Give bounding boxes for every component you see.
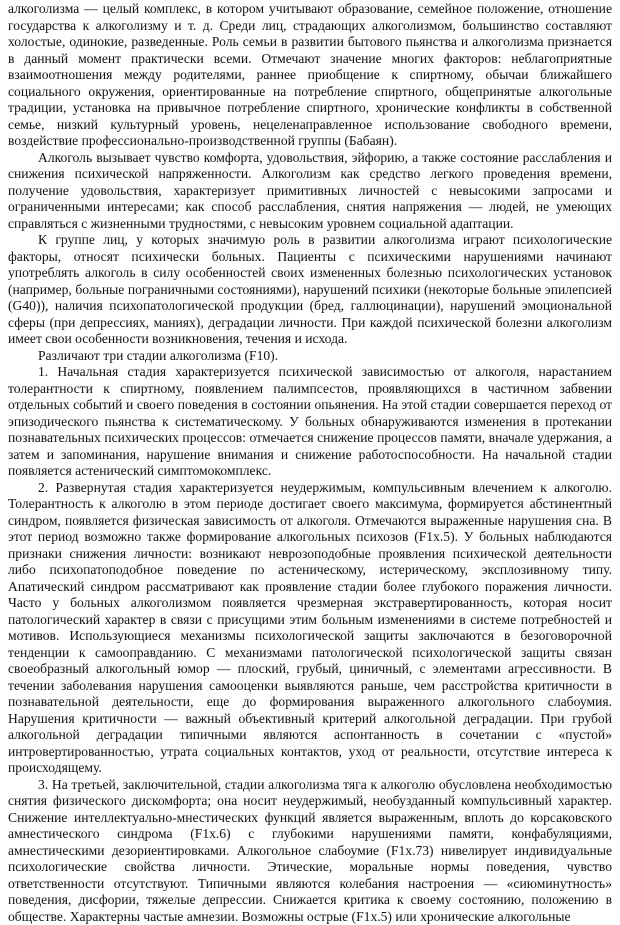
paragraph-psychological-factors: К группе лиц, у которых значимую роль в развитии алкоголизма играют психологические факторы, относят психически больных. Пациенты с психическими нарушениями начинают употреблять алкоголь в силу особенностей своих измененных болезнью психологических установок (например, больные пограничными состояниями), нарушений психики (некоторые больные эпилепсией (G40)), наличия психопатологической продукции (бред, галлюцинации), нарушений эмоциональной сферы (при депрессиях, маниях), деградации личности. При каждой психической болезни алкоголизм имеет свои особенности возникновения, течения и исхода. [8,232,612,348]
paragraph-stage-1: 1. Начальная стадия характеризуется психической зависимостью от алкоголя, нарастанием толерантности к спиртному, появлением палимпсестов, проявляющихся в частичном забвении отдельных событий и своего поведения в состоянии опьянения. На этой стадии совершается переход от эпизодического пьянства к систематическому. У больных обнаруживаются изменения в протекании познавательных психических процессов: отмечается снижение процессов памяти, вначале удержания, а затем и запоминания, нарушение внимания и снижение работоспособности. На начальной стадии появляется астенический симптомокомплекс. [8,364,612,480]
paragraph-stage-2: 2. Развернутая стадия характеризуется неудержимым, компульсивным влечением к алкоголю. Толерантность к алкоголю в этом периоде достигает своего максимума, формируется абстинентный синдром, появляется физическая зависимость от алкоголя. Отмечаются выраженные нарушения сна. В этот период возможно также формирование алкогольных психозов (F1x.5). У больных наблюдаются признаки снижения личности: возникают неврозоподобные проявления психической деятельности либо психопатоподобное поведение по астеническому, истерическому, эксплозивному типу. Апатический синдром рассматривают как проявление стадии более глубокого поражения личности. Часто у больных алкоголизмом появляется чрезмерная экстравертированность, которая носит патологический характер в связи с присущими этим больным изменениями в системе потребностей и мотивов. Использующиеся механизмы психологической защиты заключаются в безоговорочной тенденции к самооправданию. С механизмами патологической психологической защиты связан своеобразный алкогольный юмор — плоский, грубый, циничный, с элементами агрессивности. В течении заболевания нарушения самооценки выявляются раньше, чем расстройства критичности в познавательной деятельности, еще до формирования выраженного алкогольного слабоумия. Нарушения критичности — важный объективный критерий алкогольной деградации. При грубой алкогольной деградации типичными являются аспонтанность в сочетании с «пустой» интровертированностью, утрата социальных контактов, уход от реальности, отсутствие интереса к происходящему. [8,480,612,777]
paragraph-family-factors: алкоголизма — целый комплекс, в котором учитывают образование, семейное положение, отношение государства к алкоголизму и т. д. Среди лиц, страдающих алкоголизмом, большинство составляют холостые, одинокие, разведенные. Роль семьи в развитии бытового пьянства и алкоголизма признается в данный момент практически всеми. Отмечают значение многих факторов: неблагоприятные взаимоотношения между родителями, раннее приобщение к спиртному, обычаи ближайшего социального окружения, ориентированные на потребление спиртного, общепринятые алкогольные традиции, установка на привычное потребление спиртного, хронические конфликты в собственной семье, низкий культурный уровень, нецеленаправленное использование свободного времени, воздействие профессионально-производственной группы (Бабаян). [8,1,612,150]
paragraph-alcohol-comfort: Алкоголь вызывает чувство комфорта, удовольствия, эйфорию, а также состояние расслабления и снижения психической напряженности. Алкоголизм как средство легкого проведения времени, получение удовольствия, характеризует примитивных личностей с невысокими запросами и ограниченными интересами; как способ расслабления, снятия напряжения — людей, не умеющих справляться с жизненными трудностями, с невысоким уровнем социальной адаптации. [8,150,612,233]
paragraph-three-stages: Различают три стадии алкоголизма (F10). [8,348,612,365]
paragraph-stage-3: 3. На третьей, заключительной, стадии алкоголизма тяга к алкоголю обусловлена необходимостью снятия физического дискомфорта; она носит неудержимый, необузданный компульсивный характер. Снижение интеллектуально-мнестических функций является выраженным, вплоть до корсаковского амнестического синдрома (F1x.6) с глубокими нарушениями памяти, конфабуляциями, амнестическими дезориентировками. Алкогольное слабоумие (F1x.73) нивелирует индивидуальные психологические свойства личности. Этические, моральные нормы поведения, чувство ответственности отсутствуют. Типичными являются колебания настроения — «сиюминутность» поведения, дисфории, тяжелые депрессии. Снижается критика к своему состоянию, положению в обществе. Характерны частые амнезии. Возможны острые (F1x.5) или хронические алкогольные [8,777,612,925]
